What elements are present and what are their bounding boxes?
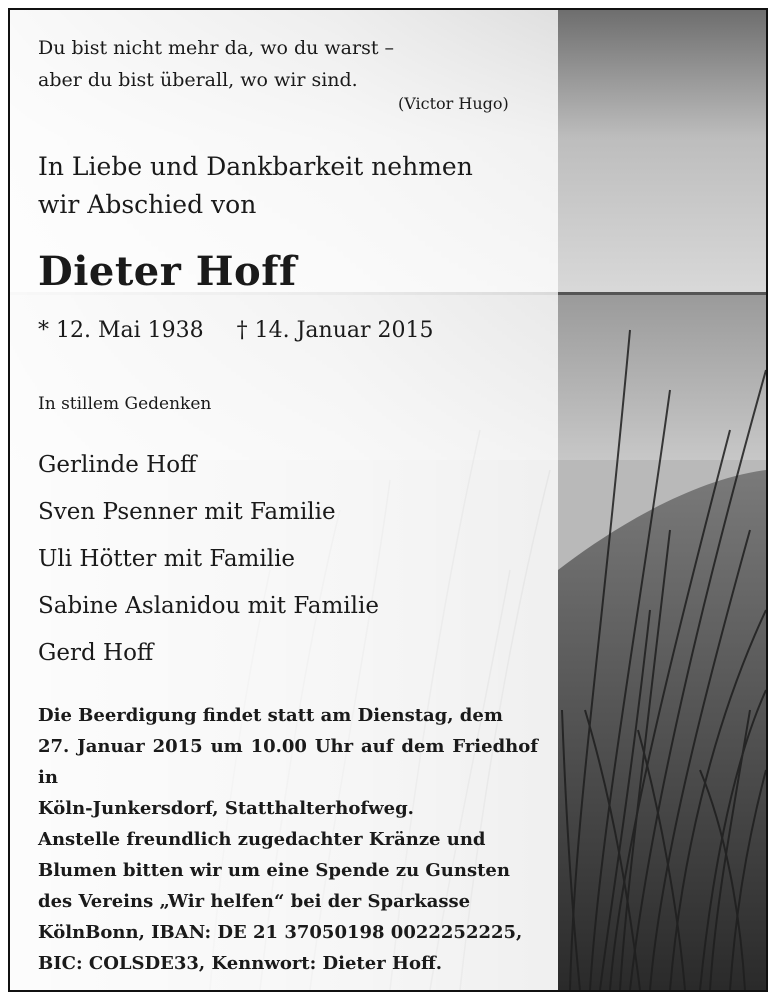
mourners-list [38,442,558,677]
funeral-line-1: Die Beerdigung findet statt am Dienstag, dem [38,705,503,726]
mourner-item: Uli Hötter mit Familie [38,546,296,572]
obituary-notice [8,8,768,992]
notice-text [10,10,766,990]
mourner-item: Gerd Hoff [38,640,154,666]
donation-info [38,824,538,979]
quote-line-1: Du bist nicht mehr da, wo du warst – [38,37,395,59]
quote [38,32,538,96]
death-date: † 14. Januar 2015 [236,318,434,343]
intro-text [38,148,558,224]
intro-line-2: wir Abschied von [38,190,257,219]
in-memory-label: In stillem Gedenken [38,394,212,414]
mourner-item: Gerlinde Hoff [38,452,197,478]
quote-line-2: aber du bist überall, wo wir sind. [38,69,358,91]
birth-date: * 12. Mai 1938 [38,318,204,343]
donation-line-4: KölnBonn, IBAN: DE 21 37050198 0022252225, [38,922,523,943]
donation-line-5: BIC: COLSDE33, Kennwort: Dieter Hoff. [38,953,442,974]
mourner-item: Sven Psenner mit Familie [38,499,336,525]
donation-line-3: des Vereins „Wir helfen“ bei der Sparkasse [38,891,471,912]
deceased-name: Dieter Hoff [38,248,297,295]
quote-author: (Victor Hugo) [398,94,509,113]
intro-line-1: In Liebe und Dankbarkeit nehmen [38,152,473,181]
donation-line-2: Blumen bitten wir um eine Spende zu Gunsten [38,860,510,881]
donation-line-1: Anstelle freundlich zugedachter Kränze und [38,829,486,850]
funeral-line-3: Köln-Junkersdorf, Statthalterhofweg. [38,798,414,819]
life-dates [38,318,434,343]
funeral-line-2: 27. Januar 2015 um 10.00 Uhr auf dem Friedhof in [38,736,538,788]
mourner-item: Sabine Aslanidou mit Familie [38,593,379,619]
funeral-info [38,700,538,824]
